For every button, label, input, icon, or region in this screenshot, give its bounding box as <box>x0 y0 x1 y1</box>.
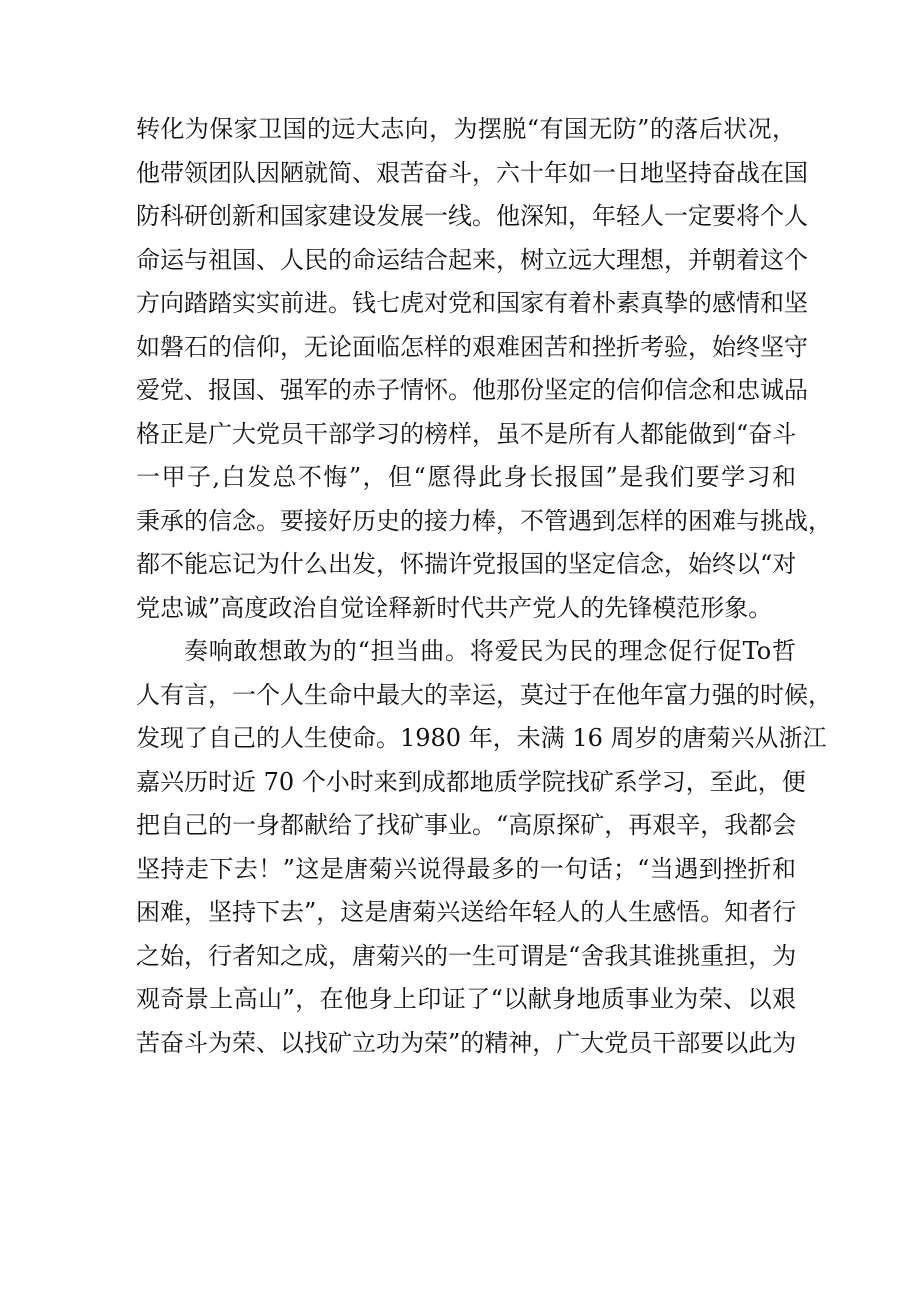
text-line: 方向踏踏实实前进。钱七虎对党和国家有着朴素真挚的感情和坚 <box>136 289 808 317</box>
body-text <box>136 108 832 1065</box>
text-line: 防科研创新和国家建设发展一线。他深知，年轻人一定要将个人 <box>136 202 808 230</box>
text-line: 都不能忘记为什么出发，怀揣许党报国的坚定信念，始终以“对 <box>136 550 797 578</box>
text-line: 秉承的信念。要接好历史的接力棒，不管遇到怎样的困难与挑战， <box>136 506 832 535</box>
text-line: 把自己的一身都献给了找矿事业。“高原探矿，再艰辛，我都会 <box>136 811 797 839</box>
text-line: 发现了自己的人生使命。1980 年，未满 16 周岁的唐菊兴从浙江 <box>136 724 827 752</box>
text-line: 观奇景上高山”，在他身上印证了“以献身地质事业为荣、以艰 <box>136 985 796 1013</box>
text-line: 一甲子,白发总不悔”，但“愿得此身长报国”是我们要学习和 <box>136 463 796 491</box>
text-line: 困难，坚持下去”，这是唐菊兴送给年轻人的人生感悟。知者行 <box>136 898 797 926</box>
text-line: 格正是广大党员干部学习的榜样，虽不是所有人都能做到“奋斗 <box>136 419 797 448</box>
text-line: 人有言，一个人生命中最大的幸运，莫过于在他年富力强的时候， <box>136 680 832 709</box>
text-line: 命运与祖国、人民的命运结合起来，树立远大理想，并朝着这个 <box>136 245 808 274</box>
text-line: 坚持走下去！”这是唐菊兴说得最多的一句话；“当遇到挫折和 <box>136 854 796 883</box>
text-line: 苦奋斗为荣、以找矿立功为荣”的精神，广大党员干部要以此为 <box>136 1028 797 1057</box>
text-line: 他带领团队因陋就简、艰苦奋斗，六十年如一日地坚持奋战在国 <box>136 158 808 187</box>
text-line: 嘉兴历时近 70 个小时来到成都地质学院找矿系学习，至此，便 <box>136 767 806 796</box>
paragraph-first-line: 奏响敢想敢为的“担当曲。将爱民为民的理念促行促To哲 <box>184 637 796 665</box>
text-line: 党忠诚”高度政治自觉诠释新时代共产党人的先锋模范形象。 <box>136 593 773 622</box>
text-line: 之始，行者知之成，唐菊兴的一生可谓是“舍我其谁挑重担，为 <box>136 941 797 970</box>
text-line: 转化为保家卫国的远大志向，为摆脱“有国无防”的落后状况， <box>136 115 796 143</box>
text-line: 爱党、报国、强军的赤子情怀。他那份坚定的信仰信念和忠诚品 <box>136 376 808 404</box>
text-line: 如磐石的信仰，无论面临怎样的艰难困苦和挫折考验，始终坚守 <box>136 332 808 361</box>
